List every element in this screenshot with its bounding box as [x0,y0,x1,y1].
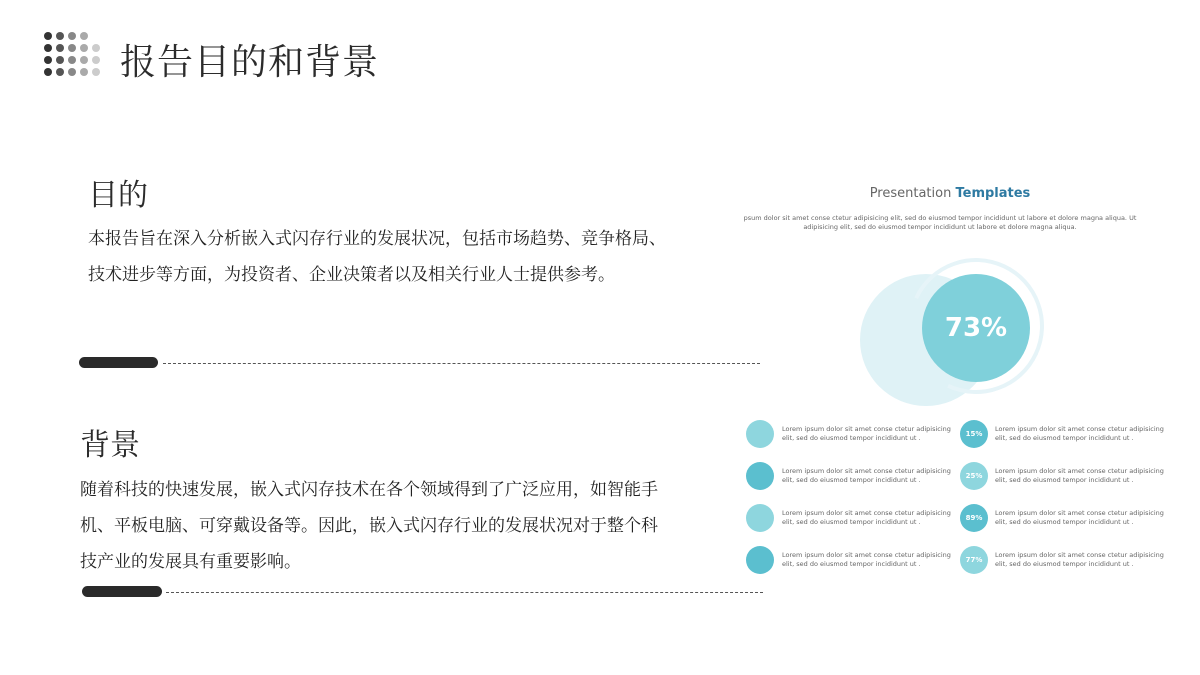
dot-icon [44,32,52,40]
dot-icon [68,44,76,52]
purpose-body [88,221,666,293]
dot-icon [44,68,52,76]
divider-dashed-line [163,363,760,364]
row-text [782,467,951,485]
row-text [782,551,951,569]
row-text-line: Lorem ipsum dolor sit amet conse ctetur adipisicing [995,551,1164,559]
background-body [80,472,658,580]
row-text-line: Lorem ipsum dolor sit amet conse ctetur adipisicing [782,509,951,517]
divider-bar [82,586,162,597]
percent-circle-icon [746,462,774,490]
infographic-title-plain: Presentation [869,186,952,201]
dot-icon [92,44,100,52]
dot-icon [68,56,76,64]
dot-icon [68,68,76,76]
page-title: 报告目的和背景 [120,42,380,83]
dot-icon [92,68,100,76]
row-text [995,425,1164,443]
dot-icon [56,44,64,52]
dot-icon [80,56,88,64]
dot-icon [44,44,52,52]
percent-circle-icon: 77% [960,546,988,574]
row-text-line: Lorem ipsum dolor sit amet conse ctetur adipisicing [995,509,1164,517]
infographic-row-right [960,420,1164,450]
row-text-line: elit, sed do eiusmod tempor incididunt ut . [782,434,921,442]
infographic-row-right [960,504,1164,534]
dot-icon [44,56,52,64]
row-text [995,467,1164,485]
row-text-line: Lorem ipsum dolor sit amet conse ctetur adipisicing [782,551,951,559]
dot-icon [92,56,100,64]
row-text [995,509,1164,527]
infographic-row-right [960,462,1164,492]
row-text [782,509,951,527]
dot-icon [80,44,88,52]
row-text-line: Lorem ipsum dolor sit amet conse ctetur adipisicing [782,467,951,475]
percent-circle-icon [746,504,774,532]
infographic-row-left [768,546,951,576]
infographic-title [768,186,1132,201]
row-text-line: elit, sed do eiusmod tempor incididunt ut . [995,560,1134,568]
purpose-line: 本报告旨在深入分析嵌入式闪存行业的发展状况，包括市场趋势、竞争格局、 [88,229,666,249]
dot-icon [80,32,88,40]
infographic-row-left [768,504,951,534]
dot-icon [56,32,64,40]
row-text-line: Lorem ipsum dolor sit amet conse ctetur adipisicing [782,425,951,433]
infographic-row-left [768,462,951,492]
percent-circle-icon: 89% [960,504,988,532]
row-text-line: elit, sed do eiusmod tempor incididunt ut . [782,560,921,568]
infographic-title-bold: Templates [955,186,1031,201]
dot-grid-logo-icon [44,32,100,78]
percent-circle-icon [746,420,774,448]
row-text-line: Lorem ipsum dolor sit amet conse ctetur adipisicing [995,425,1164,433]
row-text [995,551,1164,569]
row-text-line: elit, sed do eiusmod tempor incididunt ut . [782,518,921,526]
row-text-line: elit, sed do eiusmod tempor incididunt ut . [995,476,1134,484]
background-heading: 背景 [80,428,140,463]
percent-circle-icon: 15% [960,420,988,448]
background-line: 随着科技的快速发展，嵌入式闪存技术在各个领域得到了广泛应用，如智能手 [80,480,658,500]
dot-icon [80,68,88,76]
percent-circle-icon [746,546,774,574]
purpose-line: 技术进步等方面，为投资者、企业决策者以及相关行业人士提供参考。 [88,265,615,285]
infographic-subtitle [738,214,1142,232]
row-text-line: elit, sed do eiusmod tempor incididunt ut . [782,476,921,484]
dot-icon [68,32,76,40]
infographic-image [743,180,1164,580]
row-text-line: Lorem ipsum dolor sit amet conse ctetur adipisicing [995,467,1164,475]
dot-icon [56,56,64,64]
dot-icon [56,68,64,76]
infographic-subtitle-line: adipisicing elit, sed do eiusmod tempor incididunt ut labore et dolore magna aliqua. [803,223,1077,231]
row-text-line: elit, sed do eiusmod tempor incididunt ut . [995,434,1134,442]
big-percent-label: 73% [944,313,1008,343]
purpose-heading: 目的 [88,178,148,213]
background-line: 机、平板电脑、可穿戴设备等。因此，嵌入式闪存行业的发展状况对于整个科 [80,516,658,536]
row-text-line: elit, sed do eiusmod tempor incididunt ut . [995,518,1134,526]
divider-bar [79,357,158,368]
infographic-row-right [960,546,1164,576]
divider-dashed-line [166,592,763,593]
background-line: 技产业的发展具有重要影响。 [80,552,301,572]
row-text [782,425,951,443]
infographic-subtitle-line: psum dolor sit amet conse ctetur adipisicing elit, sed do eiusmod tempor incididunt ut labore et dolore magna aliqua. Ut [743,214,1137,222]
infographic-row-left [768,420,951,450]
percent-circle-icon: 25% [960,462,988,490]
